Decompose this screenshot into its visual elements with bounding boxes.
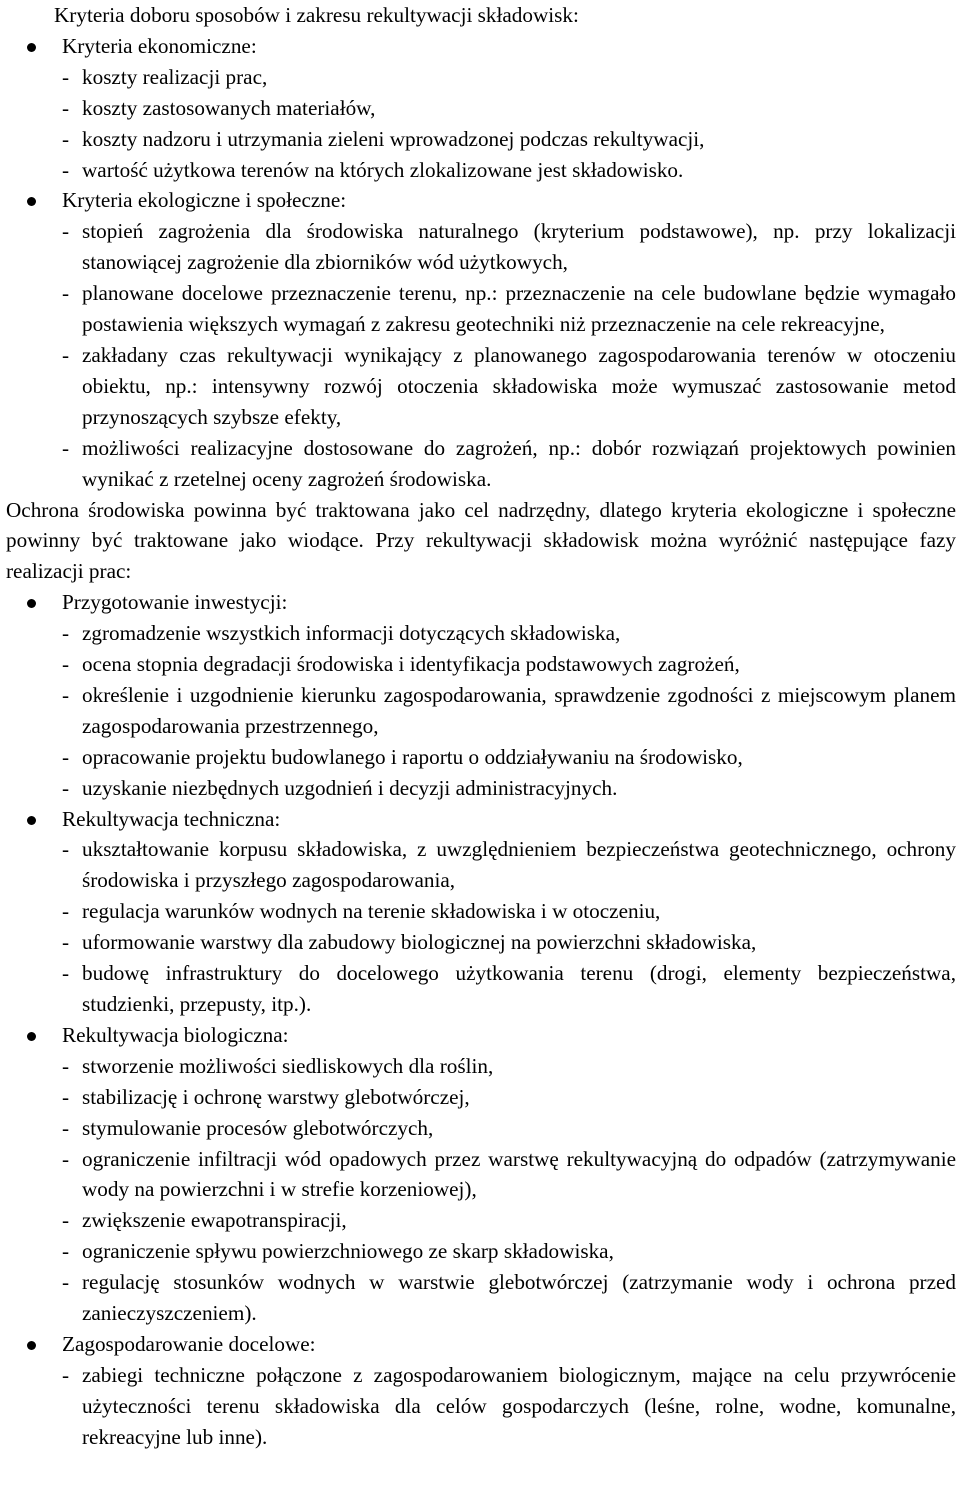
dash-marker: - [62, 744, 70, 769]
list-item [6, 1051, 956, 1082]
dash-marker: - [62, 64, 70, 89]
list-item-text: stabilizację i ochronę warstwy glebotwórczej, [82, 1084, 470, 1109]
dash-marker: - [62, 899, 70, 924]
dash-marker: - [62, 342, 70, 367]
bullet-heading-text: Rekultywacja biologiczna: [62, 1022, 289, 1047]
list-item-text: ocena stopnia degradacji środowiska i identyfikacja podstawowych zagrożeń, [82, 652, 740, 677]
dash-marker: - [62, 1084, 70, 1109]
list-item-text: zgromadzenie wszystkich informacji dotyczących składowiska, [82, 621, 621, 646]
bullet-heading-text: Zagospodarowanie docelowe: [62, 1331, 316, 1356]
bullet-icon [27, 1341, 36, 1350]
list-item [6, 927, 956, 958]
list-item [6, 1267, 956, 1329]
list-item-text: stworzenie możliwości siedliskowych dla roślin, [82, 1053, 494, 1078]
list-item [6, 124, 956, 155]
list-item [6, 773, 956, 804]
bullet-icon [27, 197, 36, 206]
list-item [6, 618, 956, 649]
list-item [6, 62, 956, 93]
bullet-icon [27, 43, 36, 52]
dash-marker: - [62, 621, 70, 646]
list-item [6, 216, 956, 278]
dash-marker: - [62, 435, 70, 460]
list-item-text: koszty realizacji prac, [82, 64, 268, 89]
list-item-text: uzyskanie niezbędnych uzgodnień i decyzji administracyjnych. [82, 775, 618, 800]
bullet-heading [6, 587, 956, 618]
list-item [6, 433, 956, 495]
bullet-heading [6, 185, 956, 216]
bullet-icon [27, 816, 36, 825]
list-item [6, 958, 956, 1020]
list-item-text: regulacja warunków wodnych na terenie składowiska i w otoczeniu, [82, 899, 661, 924]
list-item [6, 649, 956, 680]
dash-marker: - [62, 837, 70, 862]
list-item-text: budowę infrastruktury do docelowego użytkowania terenu (drogi, elementy bezpieczeństwa, studzienki, przepusty, itp.). [82, 961, 956, 1016]
list-item [6, 742, 956, 773]
dash-marker: - [62, 961, 70, 986]
list-item-text: wartość użytkowa terenów na których zlokalizowane jest składowisko. [82, 157, 684, 182]
phases-section [6, 587, 956, 1452]
dash-marker: - [62, 1208, 70, 1233]
list-item-text: koszty nadzoru i utrzymania zieleni wprowadzonej podczas rekultywacji, [82, 126, 705, 151]
dash-list [6, 618, 956, 803]
dash-marker: - [62, 157, 70, 182]
bullet-icon [27, 1032, 36, 1041]
dash-marker: - [62, 281, 70, 306]
dash-marker: - [62, 775, 70, 800]
document-title: Kryteria doboru sposobów i zakresu rekultywacji składowisk: [54, 3, 579, 27]
body-paragraph: Ochrona środowiska powinna być traktowana jako cel nadrzędny, dlatego kryteria ekologiczne i społeczne powinny być traktowane jako wiodące. Przy rekultywacji składowisk można wyróżnić następujące fazy realizacji prac: [6, 497, 956, 584]
dash-list [6, 1360, 956, 1453]
list-item-text: zwiększenie ewapotranspiracji, [82, 1208, 347, 1233]
bullet-heading-text: Kryteria ekonomiczne: [62, 33, 257, 58]
dash-marker: - [62, 652, 70, 677]
list-item-text: możliwości realizacyjne dostosowane do zagrożeń, np.: dobór rozwiązań projektowych powinien wynikać z rzetelnej oceny zagrożeń środowiska. [82, 435, 956, 491]
list-item [6, 1236, 956, 1267]
dash-marker: - [62, 1146, 70, 1171]
list-item [6, 1205, 956, 1236]
dash-marker: - [62, 1239, 70, 1264]
list-item-text: uformowanie warstwy dla zabudowy biologicznej na powierzchni składowiska, [82, 930, 757, 955]
dash-marker: - [62, 1362, 70, 1387]
list-item [6, 834, 956, 896]
bullet-heading [6, 804, 956, 835]
dash-marker: - [62, 1270, 70, 1295]
list-item-text: zakładany czas rekultywacji wynikający z planowanego zagospodarowania terenów w otoczeniu obiektu, np.: intensywny rozwój otoczenia składowiska może wymuszać zastosowanie metod przynoszących szybsze efekty, [82, 342, 956, 429]
list-item [6, 896, 956, 927]
list-item [6, 1113, 956, 1144]
bullet-heading-text: Przygotowanie inwestycji: [62, 590, 288, 615]
dash-list [6, 834, 956, 1019]
list-item-text: planowane docelowe przeznaczenie terenu, np.: przeznaczenie na cele budowlane będzie wymagało postawienia większych wymagań z zakresu geotechniki niż przeznaczenie na cele rekreacyjne, [82, 281, 956, 337]
list-item-text: opracowanie projektu budowlanego i raportu o oddziaływaniu na środowisko, [82, 744, 743, 769]
bullet-heading [6, 1329, 956, 1360]
dash-marker: - [62, 1053, 70, 1078]
list-item-text: zabiegi techniczne połączone z zagospodarowaniem biologicznym, mające na celu przywrócenie użyteczności terenu składowiska dla celów gospodarczych (leśne, rolne, wodne, komunalne, rekreacyjne lub inne). [82, 1362, 956, 1449]
list-item [6, 340, 956, 433]
list-item-text: koszty zastosowanych materiałów, [82, 95, 376, 120]
list-item [6, 155, 956, 186]
list-item-text: określenie i uzgodnienie kierunku zagospodarowania, sprawdzenie zgodności z miejscowym planem zagospodarowania przestrzennego, [82, 682, 956, 738]
dash-marker: - [62, 95, 70, 120]
dash-list [6, 1051, 956, 1329]
dash-marker: - [62, 219, 70, 244]
list-item-text: ukształtowanie korpusu składowiska, z uwzględnieniem bezpieczeństwa geotechnicznego, ochrony środowiska i przyszłego zagospodarowania, [82, 837, 956, 893]
list-item-text: ograniczenie spływu powierzchniowego ze skarp składowiska, [82, 1239, 614, 1264]
criteria-section [6, 31, 956, 495]
list-item [6, 1144, 956, 1206]
dash-list [6, 216, 956, 494]
dash-list [6, 62, 956, 186]
bullet-heading-text: Rekultywacja techniczna: [62, 806, 281, 831]
list-item [6, 1082, 956, 1113]
list-item-text: stopień zagrożenia dla środowiska naturalnego (kryterium podstawowe), np. przy lokalizacji stanowiącej zagrożenie dla zbiorników wód użytkowych, [82, 219, 956, 275]
list-item [6, 680, 956, 742]
dash-marker: - [62, 1115, 70, 1140]
bullet-icon [27, 599, 36, 608]
list-item-text: stymulowanie procesów glebotwórczych, [82, 1115, 434, 1140]
dash-marker: - [62, 682, 70, 707]
dash-marker: - [62, 930, 70, 955]
list-item-text: ograniczenie infiltracji wód opadowych przez warstwę rekultywacyjną do odpadów (zatrzymywanie wody na powierzchni i w strefie korzeniowej), [82, 1146, 956, 1202]
list-item [6, 1360, 956, 1453]
list-item [6, 93, 956, 124]
bullet-heading-text: Kryteria ekologiczne i społeczne: [62, 188, 347, 213]
dash-marker: - [62, 126, 70, 151]
bullet-heading [6, 1020, 956, 1051]
bullet-heading [6, 31, 956, 62]
list-item [6, 278, 956, 340]
list-item-text: regulację stosunków wodnych w warstwie glebotwórczej (zatrzymanie wody i ochrona przed zanieczyszczeniem). [82, 1270, 956, 1326]
